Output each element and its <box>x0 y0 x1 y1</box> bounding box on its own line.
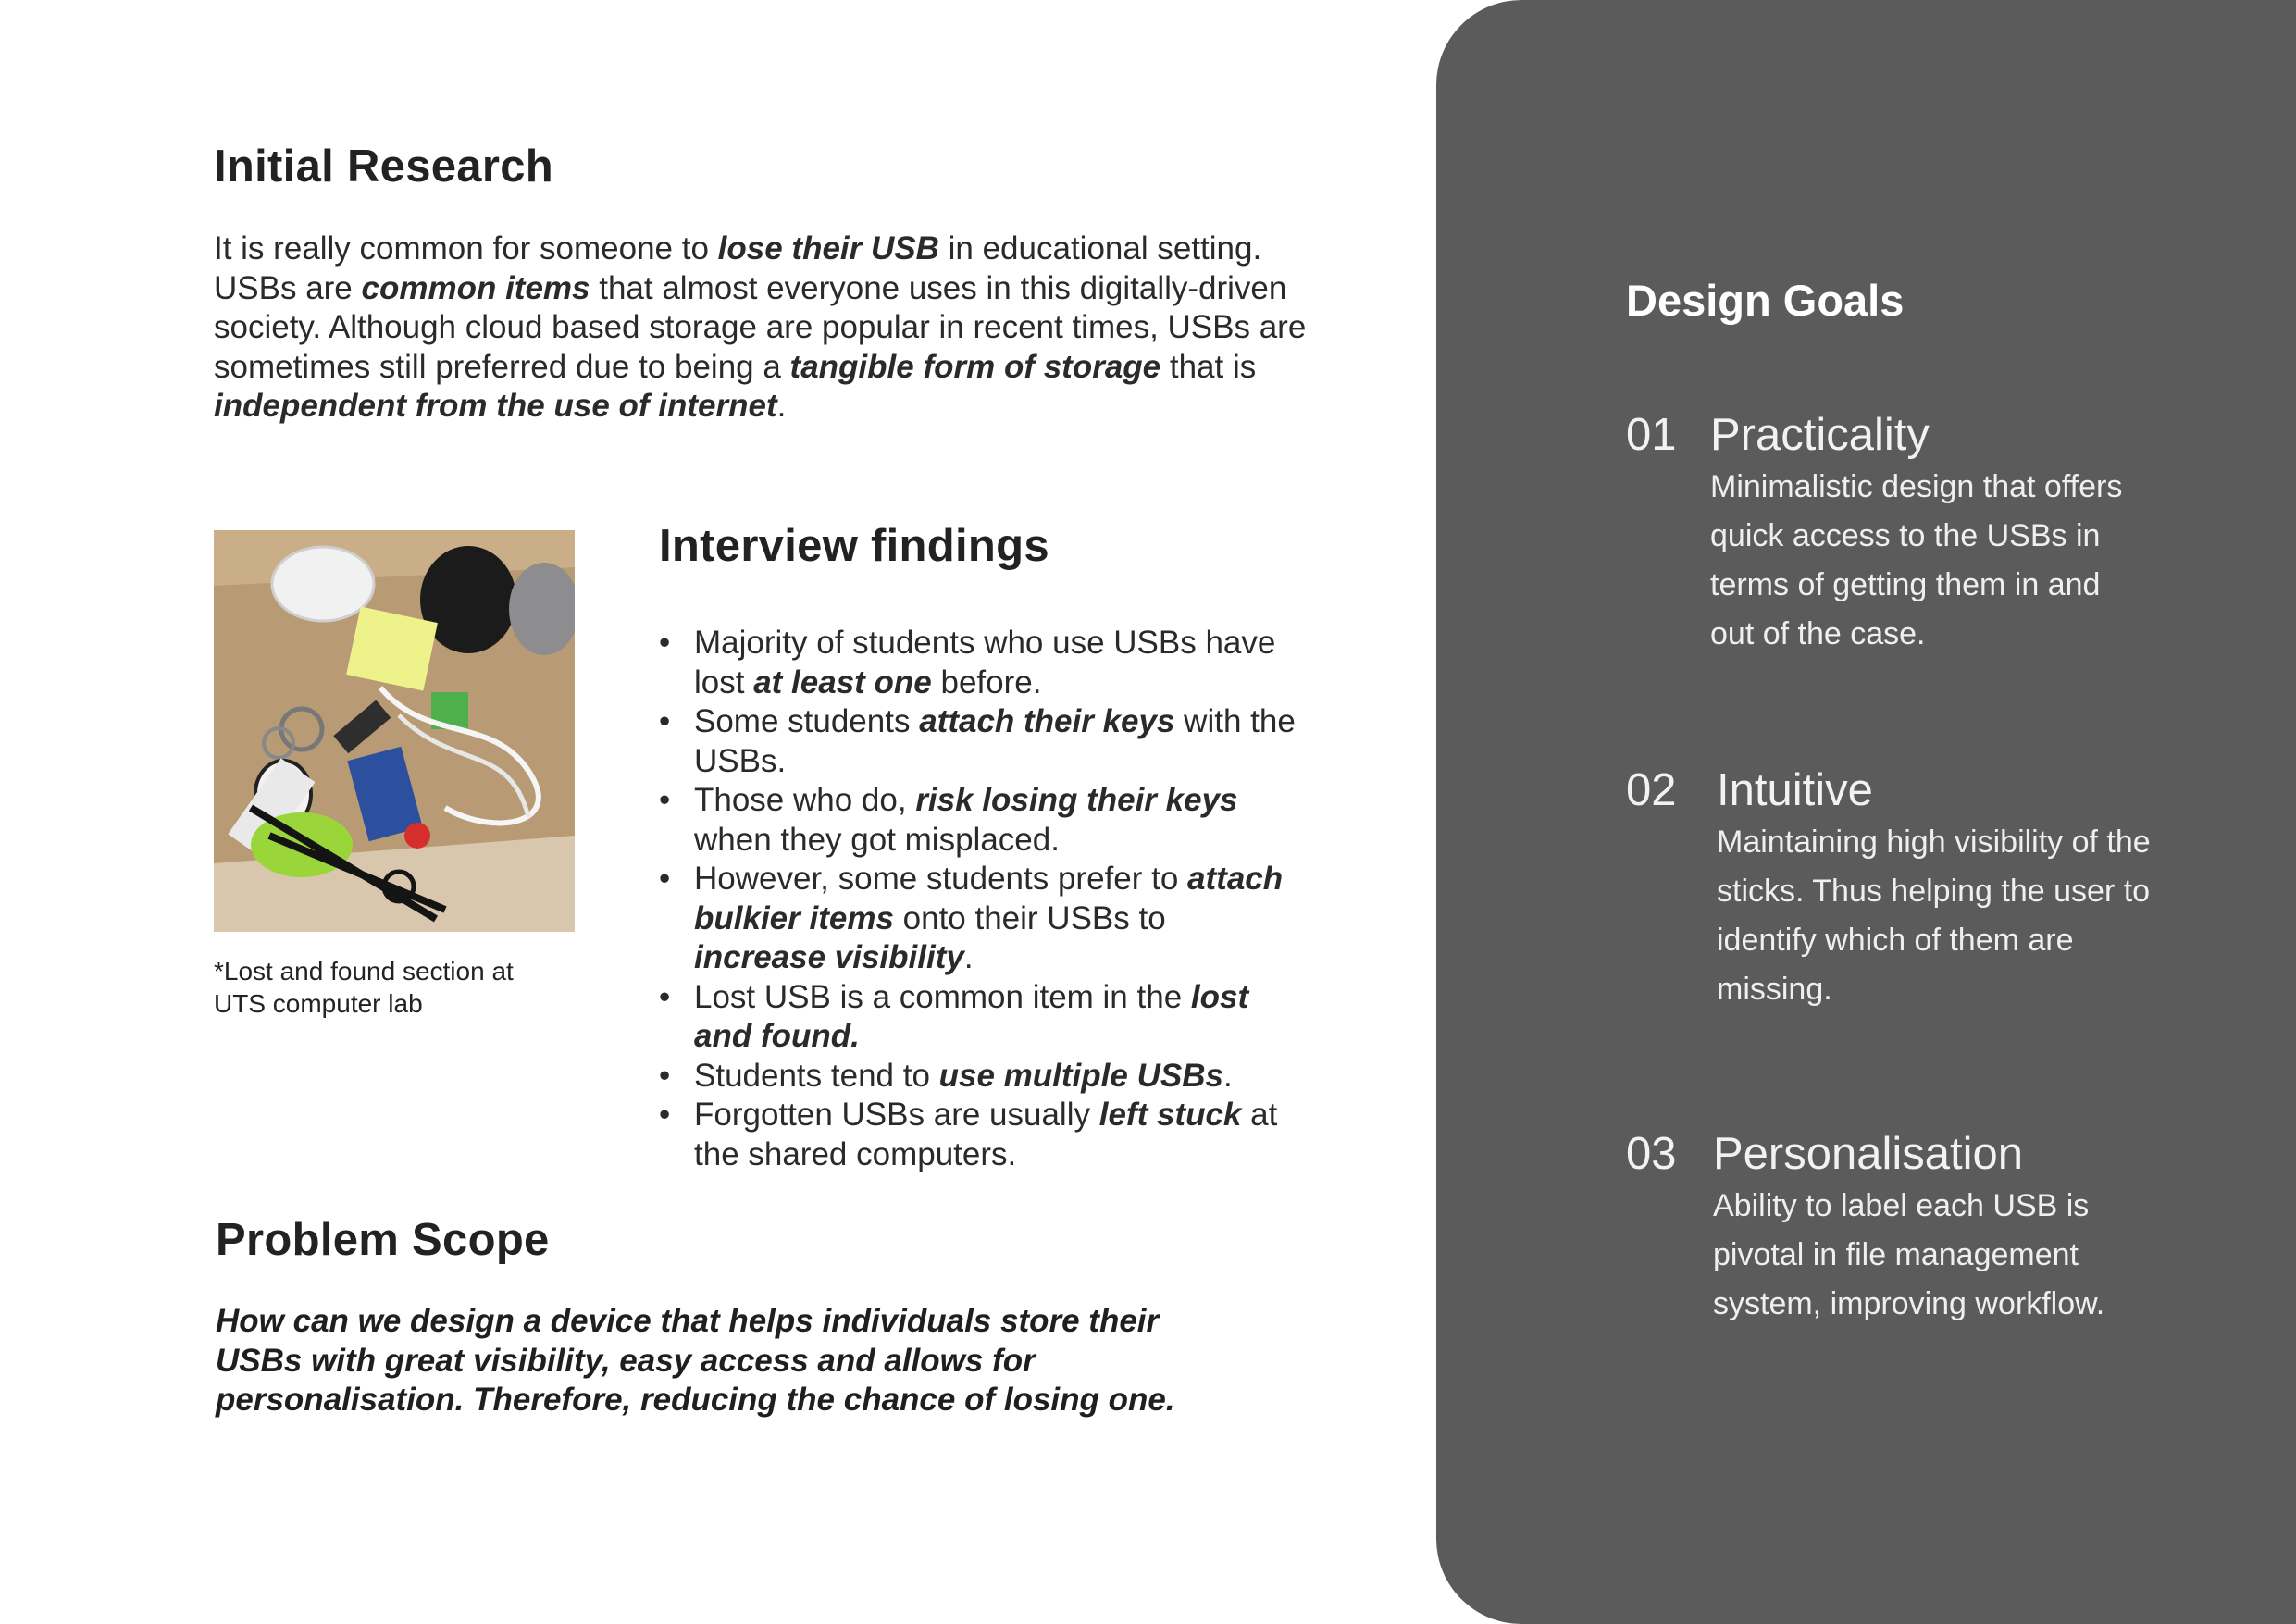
lost-and-found-photo <box>214 530 575 932</box>
emphasis-text: independent from the use of internet <box>214 388 777 424</box>
design-goals-heading: Design Goals <box>1626 276 1905 325</box>
goal-description: Minimalistic design that offers quick access to the USBs in terms of getting them in and out of the case. <box>1710 469 2123 651</box>
goal-number: 01 <box>1626 410 1677 460</box>
goal-description: Ability to label each USB is pivotal in file management system, improving workflow. <box>1713 1188 2105 1321</box>
text-run: Some students <box>694 703 920 739</box>
text-run: It is really common for someone to <box>214 230 718 267</box>
interview-finding-item <box>659 624 1297 702</box>
initial-research-heading: Initial Research <box>214 142 554 192</box>
problem-scope-body: How can we design a device that helps individuals store their USBs with great visibility, easy access and allows for personalisation. Therefore, reducing the chance of losing one. <box>216 1303 1175 1418</box>
text-run: However, some students prefer to <box>694 861 1188 897</box>
emphasis-text: left stuck <box>1098 1097 1242 1133</box>
text-run: before. <box>931 663 1042 700</box>
interview-finding-item <box>659 1057 1297 1097</box>
goal-description: Maintaining high visibility of the sticks. Thus helping the user to identify which of them are missing. <box>1717 824 2151 1007</box>
text-run: Forgotten USBs are usually <box>694 1097 1099 1133</box>
text-run: in educational setting. USBs are <box>214 230 1262 306</box>
text-run: at the shared computers. <box>694 1097 1278 1172</box>
emphasis-text: risk losing their keys <box>915 782 1238 818</box>
text-run: onto their USBs to <box>893 899 1166 936</box>
problem-scope-heading: Problem Scope <box>216 1215 550 1265</box>
text-run: Those who do, <box>694 782 916 818</box>
emphasis-text: common items <box>361 269 590 306</box>
lost-and-found-box-illustration <box>214 530 575 932</box>
photo-caption: *Lost and found section at UTS computer lab <box>214 957 514 1018</box>
text-run: that is <box>1160 348 1257 385</box>
goal-number: 02 <box>1626 765 1677 815</box>
emphasis-text: attach their keys <box>919 703 1175 739</box>
emphasis-text: increase visibility <box>694 939 964 975</box>
text-run: . <box>1222 1057 1233 1094</box>
text-run: that almost everyone uses in this digitally-driven society. Although cloud based storage are popular in recent times, USBs are sometimes still preferred due to being a <box>214 269 1307 385</box>
text-run: . <box>963 939 974 975</box>
interview-finding-item <box>659 781 1297 860</box>
interview-findings-heading: Interview findings <box>659 521 1049 571</box>
emphasis-text: tangible form of storage <box>789 348 1161 385</box>
interview-finding-item <box>659 860 1297 978</box>
interview-finding-item <box>659 1096 1297 1174</box>
text-run: Lost USB is a common item in the <box>694 978 1191 1015</box>
text-run: . <box>776 388 787 424</box>
emphasis-text: at least one <box>753 663 932 700</box>
text-run: Majority of students who use USBs have lost <box>694 625 1276 700</box>
goal-title: Practicality <box>1710 410 1930 460</box>
text-run: Students tend to <box>694 1057 939 1094</box>
goal-title: Personalisation <box>1713 1129 2024 1179</box>
interview-finding-item <box>659 978 1297 1057</box>
interview-finding-item <box>659 702 1297 781</box>
emphasis-text: lost and found. <box>694 978 1249 1054</box>
text-run: when they got misplaced. <box>694 821 1060 858</box>
goal-number: 03 <box>1626 1129 1677 1179</box>
goal-title: Intuitive <box>1717 765 1873 815</box>
initial-research-body <box>214 229 1324 427</box>
text-run: with the USBs. <box>694 703 1296 779</box>
emphasis-text: use multiple USBs <box>938 1057 1223 1094</box>
emphasis-text: lose their USB <box>717 230 939 267</box>
emphasis-text: attach bulkier items <box>694 861 1284 936</box>
interview-findings-list <box>659 624 1297 1174</box>
